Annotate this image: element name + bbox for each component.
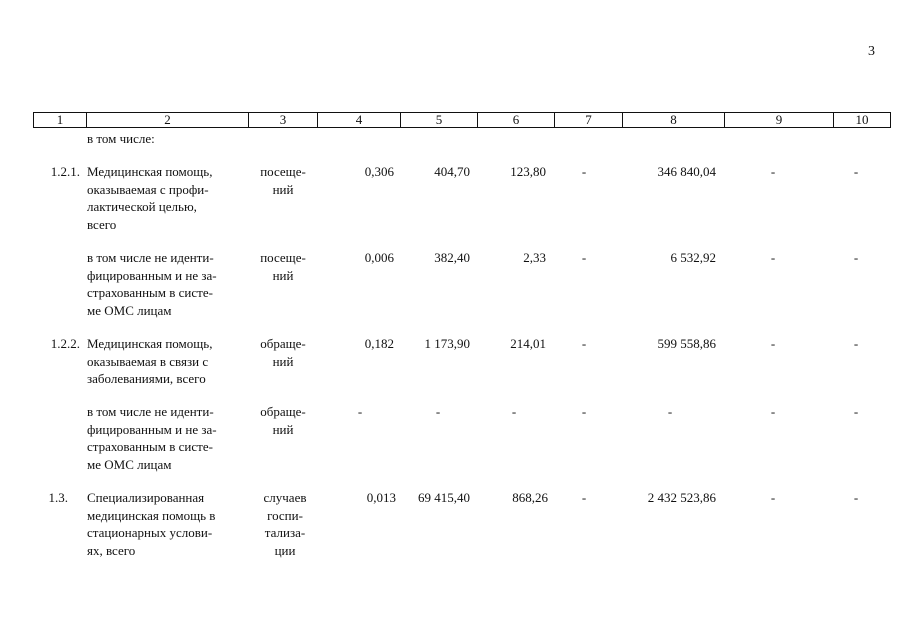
row-number: 1.3. bbox=[48, 490, 68, 505]
row-number: 1.2.1. bbox=[50, 164, 80, 179]
row-unit bbox=[246, 249, 320, 284]
row-col9-value: - bbox=[770, 250, 776, 265]
row-col8-value: 6 532,92 bbox=[670, 250, 716, 265]
row-name-line: Медицинская помощь, bbox=[87, 164, 213, 179]
row-name-line: фицированным и не за- bbox=[87, 421, 217, 437]
row-col7-value: - bbox=[581, 164, 587, 179]
header-col-6: 6 bbox=[478, 113, 555, 128]
row-col4-value: 0,182 bbox=[364, 336, 394, 351]
row-name-line: в том числе не иденти- bbox=[87, 250, 214, 265]
header-col-5: 5 bbox=[401, 113, 478, 128]
header-col-8: 8 bbox=[623, 113, 725, 128]
row-col8-value: 346 840,04 bbox=[657, 164, 716, 179]
row-col8-value: 2 432 523,86 bbox=[647, 490, 716, 505]
row-col10-value: - bbox=[853, 250, 859, 265]
row-col6-value: 2,33 bbox=[523, 250, 546, 265]
row-col7-value: - bbox=[581, 250, 587, 265]
row-name-line: Медицинская помощь, bbox=[87, 336, 213, 351]
row-unit-line: ции bbox=[274, 542, 296, 558]
row-unit-line: тализа- bbox=[264, 525, 306, 540]
row-col10-value: - bbox=[853, 490, 859, 505]
page-number: 3 bbox=[868, 44, 875, 59]
row-unit-line: госпи- bbox=[267, 507, 303, 523]
row-col10-value: - bbox=[853, 404, 859, 419]
row-name-line: стационарных услови- bbox=[87, 525, 213, 540]
row-name bbox=[87, 163, 240, 233]
row-unit bbox=[246, 335, 320, 370]
row-col4-value: - bbox=[357, 404, 363, 419]
row-unit-line: посеще- bbox=[260, 250, 306, 265]
row-col5-value: - bbox=[435, 404, 441, 419]
row-name bbox=[87, 335, 240, 388]
row-unit-line: ний bbox=[272, 353, 294, 369]
header-col-7: 7 bbox=[555, 113, 623, 128]
row-name-line: медицинская помощь в bbox=[87, 507, 216, 523]
row-col5-value: 404,70 bbox=[434, 164, 470, 179]
row-unit-line: обраще- bbox=[260, 336, 306, 351]
row-name-line: заболеваниями, всего bbox=[87, 371, 206, 386]
header-col-9: 9 bbox=[725, 113, 834, 128]
header-col-1: 1 bbox=[34, 113, 87, 128]
row-name-line: всего bbox=[87, 216, 117, 232]
column-number-header bbox=[33, 112, 891, 128]
row-unit-line: ний bbox=[272, 267, 294, 283]
row-name bbox=[87, 489, 240, 559]
row-col7-value: - bbox=[581, 490, 587, 505]
row-unit-line: посеще- bbox=[260, 164, 306, 179]
row-col8-value: 599 558,86 bbox=[657, 336, 716, 351]
row-col9-value: - bbox=[770, 404, 776, 419]
row-name-line: ме ОМС лицам bbox=[87, 456, 172, 472]
row-unit-line: ний bbox=[272, 181, 294, 197]
row-name bbox=[87, 249, 240, 319]
row-col9-value: - bbox=[770, 490, 776, 505]
including-label: в том числе: bbox=[87, 131, 155, 146]
row-name bbox=[87, 403, 240, 473]
header-col-2: 2 bbox=[87, 113, 249, 128]
row-name-line: оказываемая с профи- bbox=[87, 181, 209, 197]
row-name-line: ме ОМС лицам bbox=[87, 302, 172, 318]
row-name-line: страхованным в систе- bbox=[87, 285, 213, 300]
row-name-line: ях, всего bbox=[87, 542, 136, 558]
row-col5-value: 382,40 bbox=[434, 250, 470, 265]
row-unit bbox=[248, 489, 322, 559]
header-col-3: 3 bbox=[249, 113, 318, 128]
row-col10-value: - bbox=[853, 164, 859, 179]
row-name-line: лактической целью, bbox=[87, 199, 197, 214]
header-col-4: 4 bbox=[318, 113, 401, 128]
row-unit bbox=[246, 403, 320, 438]
row-unit-line: обраще- bbox=[260, 404, 306, 419]
row-name-line: оказываемая в связи с bbox=[87, 353, 209, 369]
row-col6-value: 123,80 bbox=[510, 164, 546, 179]
row-col5-value: 1 173,90 bbox=[424, 336, 470, 351]
header-row bbox=[34, 113, 891, 128]
row-col9-value: - bbox=[770, 336, 776, 351]
row-name-line: Специализированная bbox=[87, 490, 205, 505]
row-col10-value: - bbox=[853, 336, 859, 351]
row-name-line: в том числе не иденти- bbox=[87, 404, 214, 419]
row-col4-value: 0,006 bbox=[364, 250, 394, 265]
row-col4-value: 0,013 bbox=[366, 490, 396, 505]
row-col9-value: - bbox=[770, 164, 776, 179]
row-unit-line: случаев bbox=[263, 490, 307, 505]
header-col-10: 10 bbox=[834, 113, 891, 128]
row-col7-value: - bbox=[581, 336, 587, 351]
row-number: 1.2.2. bbox=[50, 336, 80, 351]
row-col7-value: - bbox=[581, 404, 587, 419]
row-col8-value: - bbox=[667, 404, 673, 419]
row-unit bbox=[246, 163, 320, 198]
row-col4-value: 0,306 bbox=[364, 164, 394, 179]
row-unit-line: ний bbox=[272, 421, 294, 437]
row-col6-value: - bbox=[511, 404, 517, 419]
row-col6-value: 214,01 bbox=[510, 336, 546, 351]
row-name-line: фицированным и не за- bbox=[87, 267, 217, 283]
row-name-line: страхованным в систе- bbox=[87, 439, 213, 454]
row-col6-value: 868,26 bbox=[512, 490, 548, 505]
row-col5-value: 69 415,40 bbox=[418, 490, 470, 505]
